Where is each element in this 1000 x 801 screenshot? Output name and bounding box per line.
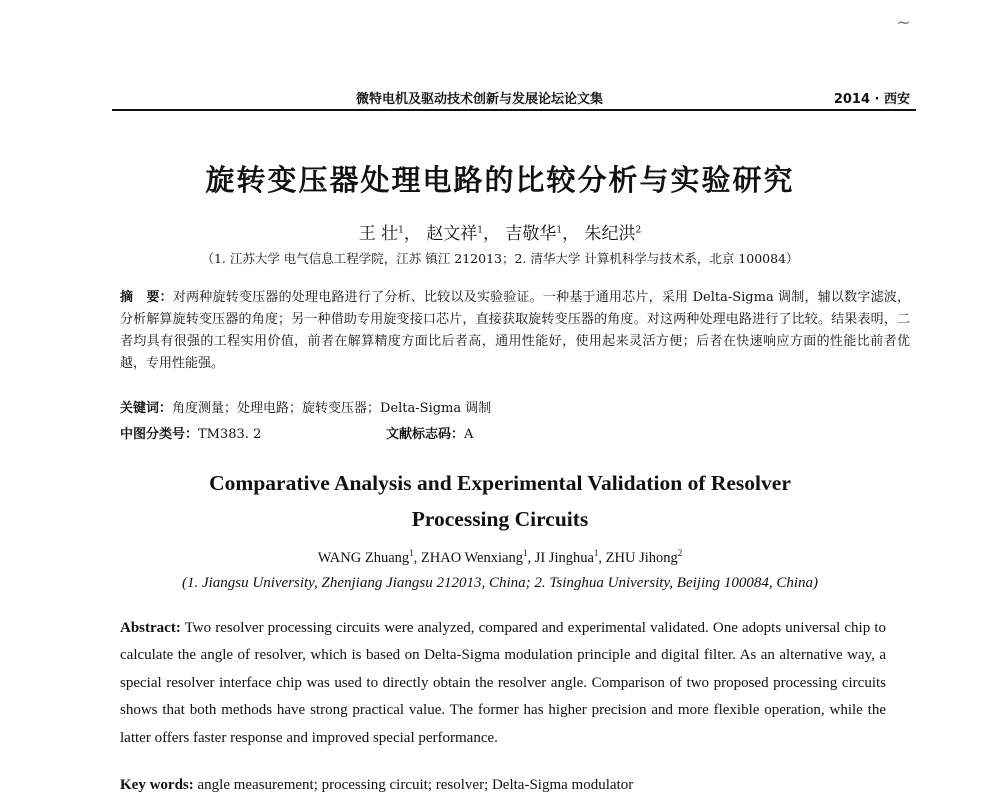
en-author-2: ZHAO Wenxiang — [420, 549, 523, 566]
header-rule — [112, 109, 916, 111]
cn-keywords-label: 关键词： — [120, 401, 173, 416]
cn-doc-label: 文献标志码： — [386, 427, 465, 442]
en-title-line-1: Comparative Analysis and Experimental Validation of Resolver — [209, 471, 791, 495]
chinese-title: 旋转变压器处理电路的比较分析与实验研究 — [205, 163, 795, 197]
cn-author-3-sup: 1 — [556, 225, 563, 236]
en-author-1-sup: 1 — [409, 548, 414, 558]
cn-author-1: 王 壮 — [358, 224, 399, 244]
cn-author-2-sup: 1 — [477, 225, 483, 236]
cn-keywords-text: 角度测量；处理电路；旋转变压器；Delta-Sigma 调制 — [172, 401, 492, 416]
en-author-1: WANG Zhuang — [317, 549, 410, 566]
chinese-affiliation: （1. 江苏大学 电气信息工程学院，江苏 镇江 212013；2. 清华大学 计算机科学与技术系，北京 100084） — [201, 251, 799, 266]
header-title: 微特电机及驱动技术创新与发展论坛论文集 — [356, 92, 604, 107]
en-author-4-sup: 2 — [677, 548, 683, 558]
en-author-sep: , — [598, 549, 606, 566]
en-author-2-sup: 1 — [522, 548, 528, 558]
en-abstract-label: Abstract: — [120, 620, 181, 636]
cn-abstract-text: 对两种旋转变压器的处理电路进行了分析、比较以及实验验证。一种基于通用芯片，采用 Delta-Sigma 调制，辅以数字滤波，分析解算旋转变压器的角度；另一种借助专用旋变接口芯片，直接获取旋转变压器的角度。对这两种处理电路进行了比较。结果表明，二者均具有很强的工程实用价值，前者在解算精度方面比后者高，通用性能好，使用起来灵活方便；后者在快速响应方面的性能比前者优越，专用性能强。 — [120, 290, 910, 371]
en-abstract-text: Two resolver processing circuits were analyzed, compared and experimental validated. One adopts universal chip to calculate the angle of resolver, which is based on Delta-Sigma modulation principle and digital filter. As an alternative way, a special resolver interface chip was used to directly obtain the resolver angle. Comparison of two proposed processing circuits shows that both methods have strong practical value. The former has higher precision and more flexible operation, while the latter offers faster response and improved special performance. — [120, 620, 887, 746]
cn-author-4: 朱纪洪 — [584, 224, 636, 244]
cn-author-4-sup: 2 — [635, 225, 642, 236]
cn-author-2: 赵文祥 — [426, 224, 478, 244]
header-year-place: 2014 · 西安 — [833, 92, 910, 107]
english-title — [0, 465, 1000, 537]
cn-author-sep: ， — [562, 224, 580, 244]
en-keywords-label: Key words: — [120, 777, 194, 793]
running-header — [112, 88, 912, 110]
cn-abstract-label: 摘 要： — [120, 290, 173, 305]
cn-author-sep: ， — [403, 224, 421, 244]
english-affiliation: (1. Jiangsu University, Zhenjiang Jiangsu 212013, China; 2. Tsinghua University, Beijing 100084, China) — [181, 575, 819, 591]
en-author-sep: , — [413, 549, 421, 566]
cn-class-value: TM383. 2 — [198, 427, 262, 442]
chinese-abstract — [120, 287, 910, 375]
cn-class-label: 中图分类号： — [120, 427, 199, 442]
en-author-sep: , — [527, 549, 535, 566]
chinese-authors — [0, 219, 1000, 244]
en-author-3: JI Jinghua — [534, 549, 594, 566]
chinese-class-number — [120, 423, 261, 442]
cn-author-3: 吉敬华 — [505, 224, 557, 244]
english-abstract — [120, 615, 886, 752]
cn-doc-value: A — [464, 427, 474, 442]
en-author-3-sup: 1 — [593, 548, 599, 558]
english-keywords — [120, 777, 633, 794]
en-keywords-text: angle measurement; processing circuit; resolver; Delta-Sigma modulator — [197, 777, 634, 793]
english-authors — [0, 548, 1000, 567]
chinese-doc-code — [386, 423, 473, 442]
chinese-keywords — [120, 397, 491, 416]
page-corner-mark: ~ — [896, 12, 912, 33]
en-author-4: ZHU Jihong — [605, 549, 678, 566]
en-title-line-2: Processing Circuits — [411, 507, 589, 531]
cn-author-1-sup: 1 — [398, 225, 404, 236]
cn-author-sep: ， — [483, 224, 500, 244]
